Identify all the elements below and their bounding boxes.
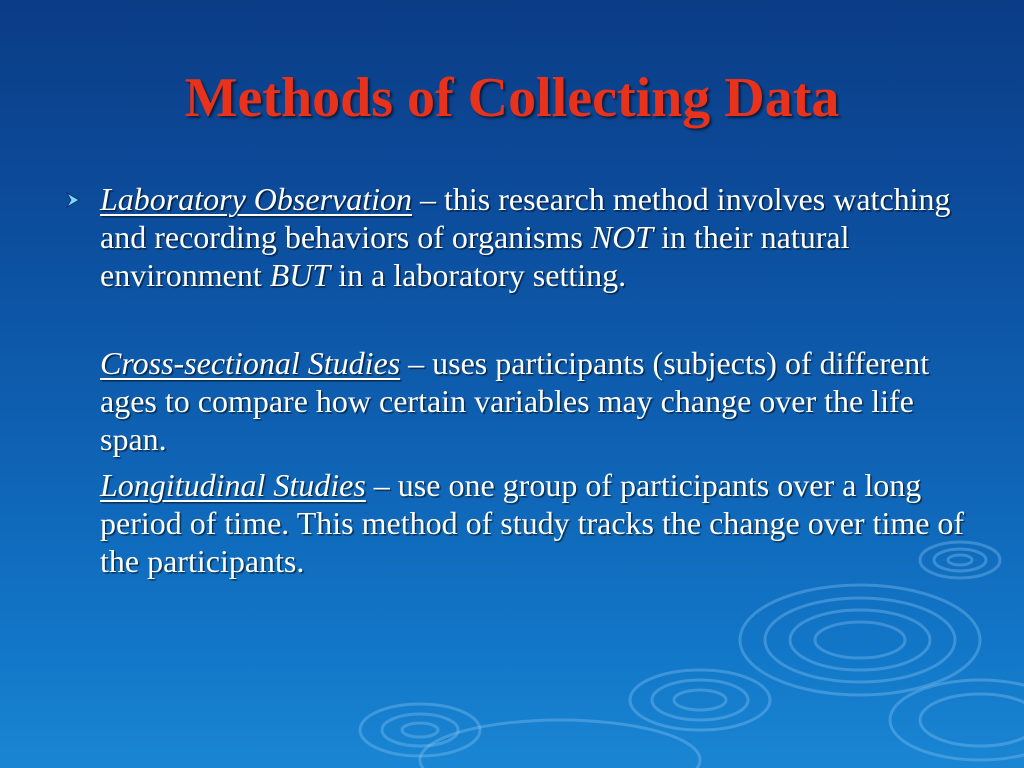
paragraph-text: – use one group of participants over a long period of time. This method of study tracks the change over time of the participants. <box>100 467 965 579</box>
paragraph-text: – this research method involves watching and recording behaviors of organisms <box>100 181 951 255</box>
paragraph-laboratory-observation <box>100 180 980 294</box>
emphasis-not: NOT <box>590 219 654 255</box>
term-longitudinal-studies: Longitudinal Studies <box>100 467 366 503</box>
paragraph-text: in their natural environment <box>100 219 850 293</box>
term-cross-sectional-studies: Cross-sectional Studies <box>100 345 401 381</box>
emphasis-but: BUT <box>269 257 331 293</box>
paragraph-text: in a laboratory setting. <box>330 257 627 293</box>
paragraph-text: – uses participants (subjects) of different ages to compare how certain variables may change over the life span. <box>100 345 930 457</box>
slide-body <box>100 180 980 580</box>
arrow-right-icon <box>64 191 82 209</box>
slide-title: Methods of Collecting Data <box>184 67 840 129</box>
paragraph-cross-sectional-studies <box>100 344 980 458</box>
term-laboratory-observation: Laboratory Observation <box>100 181 412 217</box>
paragraph-longitudinal-studies <box>100 466 980 580</box>
